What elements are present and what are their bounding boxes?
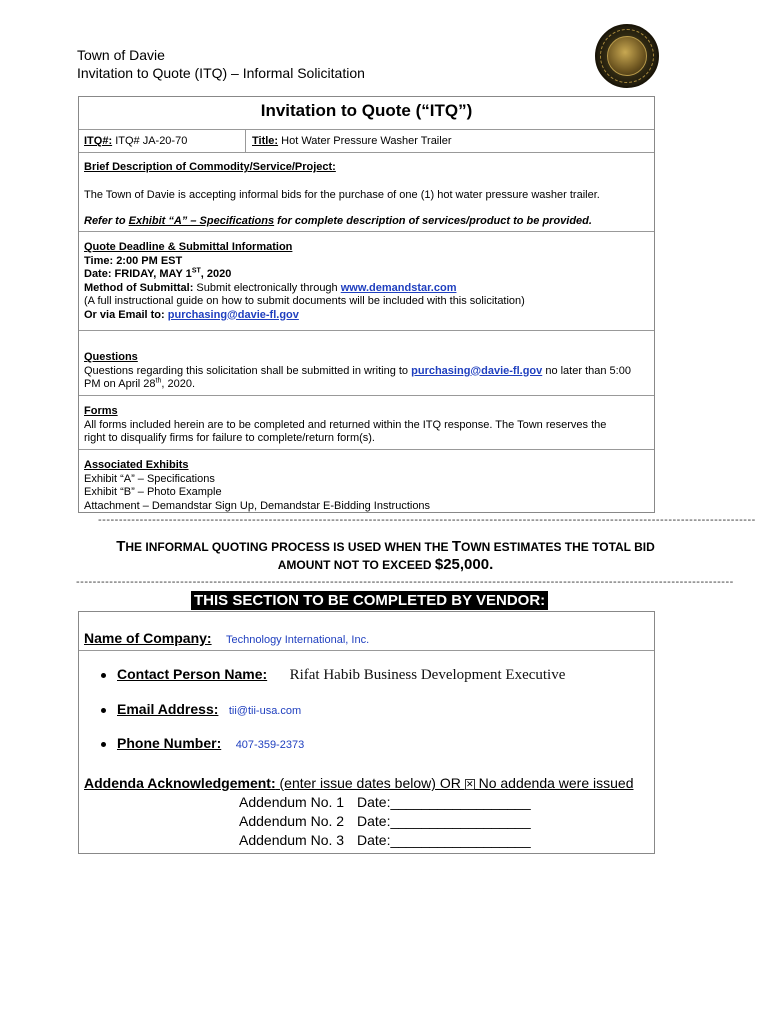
notice-part2: OWN ESTIMATES THE TOTAL BID [461, 540, 655, 554]
notice-line2 [78, 556, 693, 574]
forms-line2: right to disqualify firms for failure to complete/return form(s). [84, 432, 375, 444]
divider [79, 449, 654, 450]
addenda-label: Addenda Acknowledgement: [84, 775, 276, 791]
notice-line1 [78, 538, 693, 556]
itq-title-label: Title: [252, 135, 279, 147]
email-value[interactable]: tii@tii-usa.com [228, 705, 302, 717]
notice-amount: $25,000. [434, 556, 494, 573]
divider [245, 129, 246, 152]
divider [79, 231, 654, 232]
email-field [117, 701, 301, 719]
addendum-label: Addendum No. 3 [239, 832, 345, 848]
demandstar-link[interactable]: www.demandstar.com [340, 281, 457, 294]
refer-exhibit-note [84, 215, 592, 229]
itq-number-value: ITQ# JA-20-70 [115, 135, 188, 147]
company-value[interactable]: Technology International, Inc. [226, 634, 370, 646]
no-addenda-label: No addenda were issued [474, 775, 634, 791]
exhibit-item: Exhibit “B” – Photo Example [84, 486, 222, 498]
deadline-heading: Quote Deadline & Submittal Information [84, 241, 293, 253]
itq-number [84, 135, 187, 149]
forms-line1: All forms included herein are to be completed and returned within the ITQ response. The Town reserves the [84, 418, 607, 431]
questions-section [84, 351, 631, 392]
contact-value[interactable]: Rifat Habib Business Development Executive [289, 667, 566, 683]
method-text: Submit electronically through [193, 281, 341, 294]
email-submittal-label: Or via Email to: [84, 308, 168, 321]
notice-line2-text: AMOUNT NOT TO EXCEED [277, 558, 435, 572]
date-pre: Date: FRIDAY, MAY 1 [84, 268, 192, 280]
questions-line1 [84, 365, 631, 379]
questions-heading: Questions [84, 351, 138, 363]
questions-email-link[interactable]: purchasing@davie-fl.gov [411, 364, 543, 377]
bullet-icon [101, 742, 106, 747]
contact-field [117, 666, 565, 684]
addendum-row [239, 793, 531, 812]
itq-title: Invitation to Quote (“ITQ”) [260, 101, 473, 120]
seal-emblem [607, 36, 647, 76]
addendum-row [239, 812, 531, 831]
deadline-date [84, 268, 525, 282]
method-label: Method of Submittal: [84, 281, 194, 294]
divider [79, 395, 654, 396]
itq-title-value: Hot Water Pressure Washer Trailer [281, 135, 452, 147]
divider [79, 330, 654, 331]
divider [79, 152, 654, 153]
notice-cap: T [451, 538, 462, 555]
addenda-text: (enter issue dates below) OR [275, 775, 465, 791]
vendor-section-title: THIS SECTION TO BE COMPLETED BY VENDOR: [191, 591, 548, 610]
exhibit-item: Attachment – Demandstar Sign Up, Demandstar E-Bidding Instructions [84, 499, 431, 512]
email-submittal [84, 309, 525, 323]
phone-value[interactable]: 407-359-2373 [235, 739, 305, 751]
document-header [77, 46, 365, 82]
dashed-separator: -------------------------------------------------------------------------------------------------------------------------------------------------------------- [76, 576, 734, 588]
exhibit-item: Exhibit “A” – Specifications [84, 472, 215, 485]
questions-line2-pre: PM on April 28 [84, 378, 156, 390]
deadline-time: Time: 2:00 PM EST [84, 254, 183, 267]
refer-post: for complete description of services/product to be provided. [274, 215, 592, 227]
date-post: , 2020 [200, 268, 232, 280]
vendor-section-box [78, 611, 655, 854]
addendum-label: Addendum No. 2 [239, 813, 345, 829]
itq-info-box [78, 96, 655, 513]
guide-text: (A full instructional guide on how to submit documents will be included with this solicitation) [84, 295, 525, 307]
email-label: Email Address: [117, 701, 219, 717]
exhibits-section [84, 459, 430, 513]
questions-line2-sup: th [155, 377, 162, 385]
forms-section [84, 405, 606, 446]
questions-pre: Questions regarding this solicitation shall be submitted in writing to [84, 364, 412, 377]
refer-exhibit-link: Exhibit “A” – Specifications [128, 215, 275, 227]
addendum-row [239, 831, 531, 850]
bullet-icon [101, 673, 106, 678]
town-seal-logo [595, 24, 659, 88]
itq-number-label: ITQ#: [84, 135, 113, 147]
itq-title-field [252, 135, 451, 149]
informal-process-notice [78, 538, 693, 574]
bullet-icon [101, 708, 106, 713]
date-sup: ST [191, 267, 201, 275]
phone-field [117, 735, 304, 753]
addendum-date-field[interactable]: Date:__________________ [357, 832, 531, 848]
exhibits-heading: Associated Exhibits [84, 459, 189, 471]
questions-line2-post: , 2020. [161, 378, 196, 390]
company-field [84, 630, 369, 648]
notice-part1: HE INFORMAL QUOTING PROCESS IS USED WHEN THE [125, 540, 452, 554]
purchasing-email-link[interactable]: purchasing@davie-fl.gov [167, 308, 299, 321]
addendum-label: Addendum No. 1 [239, 794, 345, 810]
addendum-date-field[interactable]: Date:__________________ [357, 813, 531, 829]
refer-pre: Refer to [84, 215, 129, 227]
no-addenda-checkbox[interactable]: ✕ [465, 779, 474, 789]
phone-label: Phone Number: [117, 735, 222, 751]
document-subtitle: Invitation to Quote (ITQ) – Informal Solicitation [77, 65, 365, 81]
dashed-separator: -------------------------------------------------------------------------------------------------------------------------------------------------------------- [98, 514, 756, 526]
org-name: Town of Davie [77, 47, 165, 63]
addendum-date-field[interactable]: Date:__________________ [357, 794, 531, 810]
contact-label: Contact Person Name: [117, 666, 268, 682]
company-label: Name of Company: [84, 630, 212, 646]
notice-cap: T [116, 538, 126, 555]
submittal-method [84, 282, 525, 296]
description-heading: Brief Description of Commodity/Service/Project: [84, 161, 336, 173]
addenda-list [239, 793, 531, 850]
divider [79, 650, 654, 651]
description-text: The Town of Davie is accepting informal bids for the purchase of one (1) hot water pressure washer trailer. [84, 189, 600, 201]
questions-post: no later than 5:00 [542, 364, 631, 377]
addenda-acknowledgement [84, 774, 634, 793]
forms-heading: Forms [84, 405, 118, 417]
divider [79, 129, 654, 130]
questions-line2 [84, 378, 631, 392]
deadline-section [84, 241, 525, 322]
